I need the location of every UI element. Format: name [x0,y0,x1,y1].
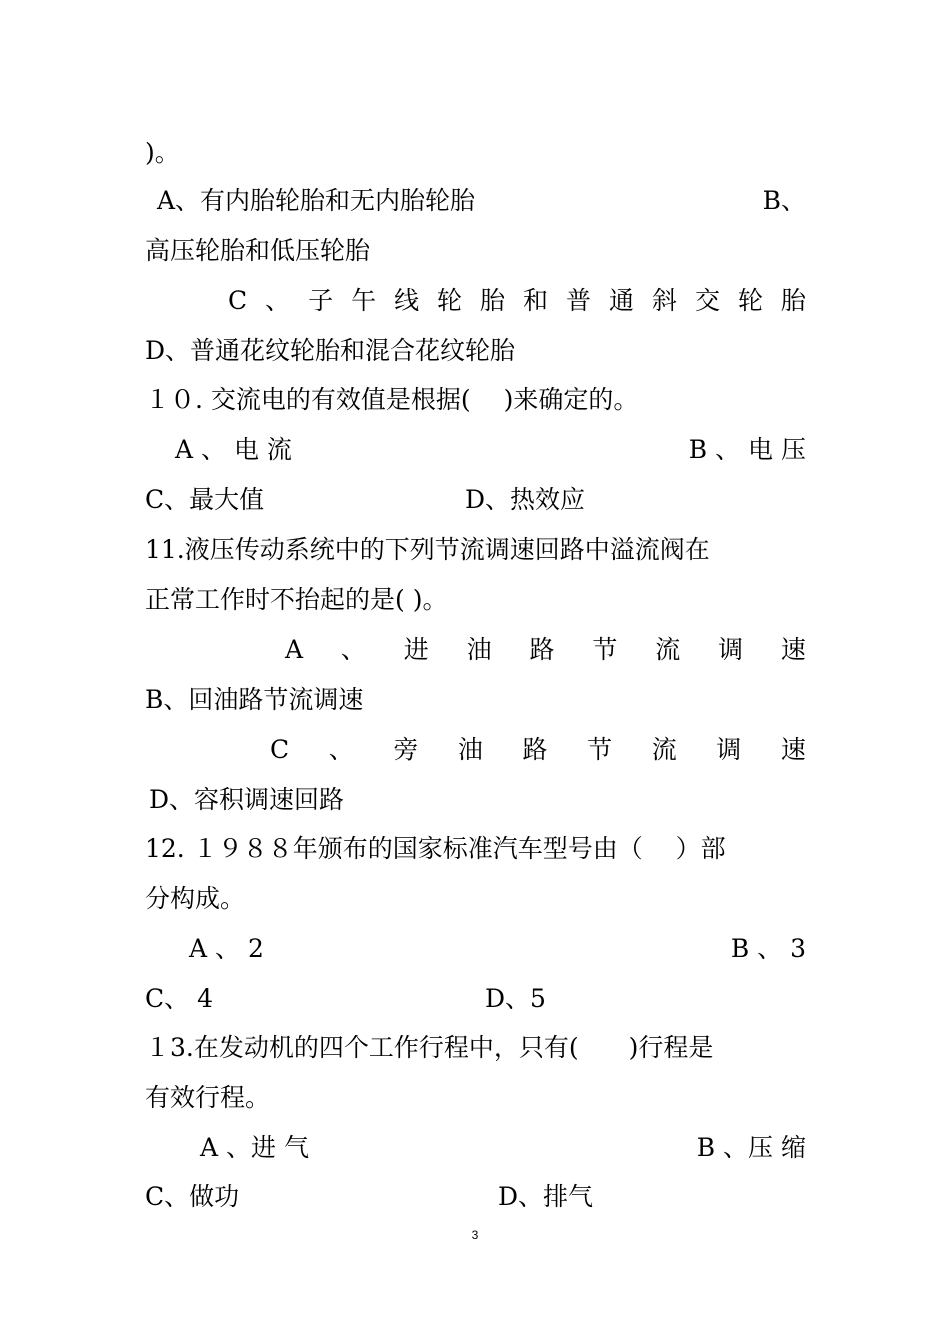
question-text: １０. 交流电的有效值是根据( )来确定的。 [145,385,639,414]
option-d-text: D、容积调速回路 [149,785,345,814]
text-glyph: 和 [523,286,549,315]
text-glyph: 午 [351,286,377,315]
option-b: B 、压 缩 [696,1133,806,1162]
text-glyph: 轮 [437,286,463,315]
option-line [145,181,806,221]
question-text: １3.在发动机的四个工作行程中，只有( )行程是 [145,1033,714,1062]
option-d: D、5 [485,984,546,1013]
option-d: D、热效应 [465,485,586,514]
text-glyph: 调 [718,635,744,664]
question-text: 分构成。 [145,884,246,913]
text-glyph: 斜 [651,286,677,315]
text-line [145,133,806,173]
question-12 [145,829,806,869]
text-glyph: 、 [340,635,366,664]
option-line [145,979,806,1019]
option-a: A 、进 气 [200,1133,309,1162]
text-glyph: 路 [529,635,555,664]
option-b: B、 [762,186,806,215]
text-glyph: 胎 [780,286,806,315]
text-glyph: 普 [566,286,592,315]
option-c [270,730,806,770]
option-b-text: 高压轮胎和低压轮胎 [145,236,371,265]
option-line [145,1128,806,1168]
option-line [145,929,806,969]
text-glyph: 流 [655,635,681,664]
option-b: B 、 3 [730,934,806,963]
option-c: C、做功 [145,1182,240,1211]
question-10 [145,380,806,420]
option-b-text: B、回油路节流调速 [145,685,364,714]
option-line [145,430,806,470]
text-glyph: A [285,635,304,664]
question-12-cont [145,879,806,919]
text-glyph: 油 [457,735,483,764]
option-d-text: D、普通花纹轮胎和混合花纹轮胎 [145,336,516,365]
question-11 [145,530,806,570]
question-text: 11.液压传动系统中的下列节流调速回路中溢流阀在 [145,535,710,564]
text-glyph: 交 [694,286,720,315]
text-glyph: 节 [587,735,613,764]
option-a: A 、 电 流 [175,435,292,464]
text-glyph: C [270,735,290,764]
option-a: A、有内胎轮胎和无内胎轮胎 [157,186,476,215]
question-text: 12. １９８８年颁布的国家标准汽车型号由（ ）部 [145,834,726,863]
text-glyph: 旁 [393,735,419,764]
option-c: C、最大值 [145,485,265,514]
text-glyph: 胎 [480,286,506,315]
option-line [145,480,806,520]
text-glyph: 通 [608,286,634,315]
option-c [228,281,806,321]
text-glyph: C [228,286,248,315]
option-d [145,780,806,820]
question-text: 有效行程。 [145,1083,271,1112]
option-d: D、排气 [498,1182,594,1211]
option-d [145,331,806,371]
text-glyph: 速 [780,635,806,664]
question-13 [145,1028,806,1068]
option-b: B 、 电 压 [688,435,806,464]
text-glyph: 子 [308,286,334,315]
text-glyph: 节 [592,635,618,664]
option-b [145,680,806,720]
text-glyph: 路 [522,735,548,764]
question-11-cont [145,580,806,620]
text-glyph: 、 [328,735,354,764]
question-text: 正常工作时不抬起的是( )。 [145,585,448,614]
question-13-cont [145,1078,806,1118]
text-glyph: 、 [265,286,291,315]
text-glyph: 速 [780,735,806,764]
option-line [145,231,806,271]
option-line [145,1177,806,1217]
option-a [285,630,806,670]
text-glyph: 油 [466,635,492,664]
page-number: 3 [471,1228,479,1242]
text-glyph: 调 [716,735,742,764]
text-glyph: 流 [651,735,677,764]
text-glyph: 线 [394,286,420,315]
option-c: C、 4 [145,984,213,1013]
text-fragment: )。 [145,138,180,167]
text-glyph: 进 [403,635,429,664]
text-glyph: 轮 [737,286,763,315]
option-a: A 、 2 [189,934,264,963]
